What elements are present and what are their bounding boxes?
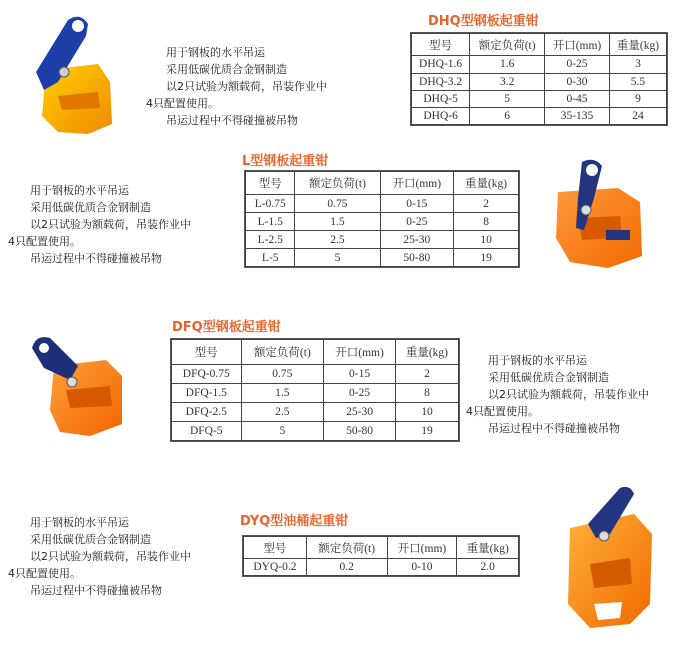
cell: 2.0 <box>457 559 519 576</box>
cell: 0-25 <box>380 213 454 231</box>
cell: L-2.5 <box>246 231 295 249</box>
cell: DHQ-5 <box>412 90 470 107</box>
cell: 0-10 <box>387 559 457 576</box>
description-line: 吊运过程中不得碰撞被吊物 <box>30 584 162 597</box>
cell: 0.2 <box>306 559 387 576</box>
cell: 10 <box>454 231 519 249</box>
cell: 0-30 <box>545 73 610 90</box>
description-line: 以2只试验为额载荷，吊装作业中 <box>166 80 327 93</box>
cell: 8 <box>454 213 519 231</box>
header-weight: 重量(kg) <box>395 340 458 365</box>
header-weight: 重量(kg) <box>609 34 666 56</box>
cell: 5 <box>295 249 380 267</box>
header-load: 额定负荷(t) <box>470 34 545 56</box>
table-row <box>412 56 667 73</box>
header-load: 额定负荷(t) <box>295 172 380 195</box>
description-line: 以2只试验为额载荷，吊装作业中 <box>30 550 191 563</box>
l-title: L型钢板起重钳 <box>242 154 329 169</box>
l-spec-table <box>244 170 520 268</box>
header-opening: 开口(mm) <box>380 172 454 195</box>
description-line: 采用低碳优质合金钢制造 <box>488 371 609 384</box>
cell: 1.6 <box>470 56 545 73</box>
description-line: 用于钢板的水平吊运 <box>166 46 265 59</box>
cell: DFQ-0.75 <box>172 364 242 383</box>
cell: 35-135 <box>545 107 610 124</box>
cell: L-0.75 <box>246 195 295 213</box>
header-model: 型号 <box>172 340 242 365</box>
header-opening: 开口(mm) <box>545 34 610 56</box>
dyq-description <box>8 514 191 599</box>
cell: 0.75 <box>295 195 380 213</box>
table-row <box>246 213 519 231</box>
header-weight: 重量(kg) <box>454 172 519 195</box>
dyq-title: DYQ型油桶起重钳 <box>240 514 349 529</box>
cell: 1.5 <box>241 383 324 402</box>
description-line: 用于钢板的水平吊运 <box>30 516 129 529</box>
dfq-spec-table <box>170 338 460 442</box>
description-line: 4只配置使用。 <box>466 405 539 418</box>
cell: DFQ-2.5 <box>172 402 242 421</box>
table-row <box>244 559 519 576</box>
cell: 25-30 <box>380 231 454 249</box>
description-line: 吊运过程中不得碰撞被吊物 <box>30 252 162 265</box>
description-line: 以2只试验为额载荷，吊装作业中 <box>488 388 649 401</box>
description-line: 用于钢板的水平吊运 <box>488 354 587 367</box>
dfq-title: DFQ型钢板起重钳 <box>172 320 281 335</box>
cell: 3.2 <box>470 73 545 90</box>
cell: 6 <box>470 107 545 124</box>
dyq-clamp-image <box>560 484 660 634</box>
header-load: 额定负荷(t) <box>306 537 387 559</box>
cell: L-1.5 <box>246 213 295 231</box>
header-load: 额定负荷(t) <box>241 340 324 365</box>
cell: 5 <box>470 90 545 107</box>
table-row <box>412 73 667 90</box>
l-clamp-image <box>548 158 648 273</box>
header-opening: 开口(mm) <box>387 537 457 559</box>
cell: 24 <box>609 107 666 124</box>
dhq-description <box>146 44 327 129</box>
cell: 8 <box>395 383 458 402</box>
cell: 2 <box>454 195 519 213</box>
header-opening: 开口(mm) <box>324 340 396 365</box>
description-line: 4只配置使用。 <box>8 235 81 248</box>
cell: 1.5 <box>295 213 380 231</box>
cell: 3 <box>609 56 666 73</box>
dhq-spec-table <box>410 32 668 126</box>
table-row <box>172 421 459 440</box>
cell: DHQ-6 <box>412 107 470 124</box>
cell: 25-30 <box>324 402 396 421</box>
cell: DFQ-5 <box>172 421 242 440</box>
table-row <box>412 90 667 107</box>
dfq-clamp-image <box>26 328 126 440</box>
cell: 10 <box>395 402 458 421</box>
cell: 2 <box>395 364 458 383</box>
description-line: 4只配置使用。 <box>8 567 81 580</box>
cell: 50-80 <box>324 421 396 440</box>
table-row <box>246 231 519 249</box>
l-description <box>8 182 191 267</box>
dhq-title: DHQ型钢板起重钳 <box>428 14 539 29</box>
description-line: 采用低碳优质合金钢制造 <box>30 533 151 546</box>
dyq-spec-table <box>242 535 520 577</box>
header-model: 型号 <box>244 537 307 559</box>
table-row <box>172 364 459 383</box>
cell: 2.5 <box>241 402 324 421</box>
description-line: 吊运过程中不得碰撞被吊物 <box>488 422 620 435</box>
cell: 5 <box>241 421 324 440</box>
cell: 0-15 <box>324 364 396 383</box>
cell: 0-45 <box>545 90 610 107</box>
table-row <box>412 107 667 124</box>
table-row <box>246 195 519 213</box>
header-model: 型号 <box>412 34 470 56</box>
cell: 0-25 <box>545 56 610 73</box>
cell: DYQ-0.2 <box>244 559 307 576</box>
cell: 19 <box>454 249 519 267</box>
cell: DFQ-1.5 <box>172 383 242 402</box>
cell: 0-25 <box>324 383 396 402</box>
cell: DHQ-1.6 <box>412 56 470 73</box>
cell: 50-80 <box>380 249 454 267</box>
dhq-clamp-image <box>28 12 118 137</box>
cell: 0.75 <box>241 364 324 383</box>
description-line: 以2只试验为额载荷，吊装作业中 <box>30 218 191 231</box>
header-weight: 重量(kg) <box>457 537 519 559</box>
cell: 0-15 <box>380 195 454 213</box>
description-line: 吊运过程中不得碰撞被吊物 <box>166 114 298 127</box>
cell: 19 <box>395 421 458 440</box>
table-row <box>246 249 519 267</box>
cell: 5.5 <box>609 73 666 90</box>
description-line: 采用低碳优质合金钢制造 <box>166 63 287 76</box>
cell: 2.5 <box>295 231 380 249</box>
cell: L-5 <box>246 249 295 267</box>
header-model: 型号 <box>246 172 295 195</box>
table-row <box>172 383 459 402</box>
dfq-description <box>466 352 649 437</box>
description-line: 用于钢板的水平吊运 <box>30 184 129 197</box>
description-line: 4只配置使用。 <box>146 97 219 110</box>
cell: 9 <box>609 90 666 107</box>
description-line: 采用低碳优质合金钢制造 <box>30 201 151 214</box>
cell: DHQ-3.2 <box>412 73 470 90</box>
table-row <box>172 402 459 421</box>
